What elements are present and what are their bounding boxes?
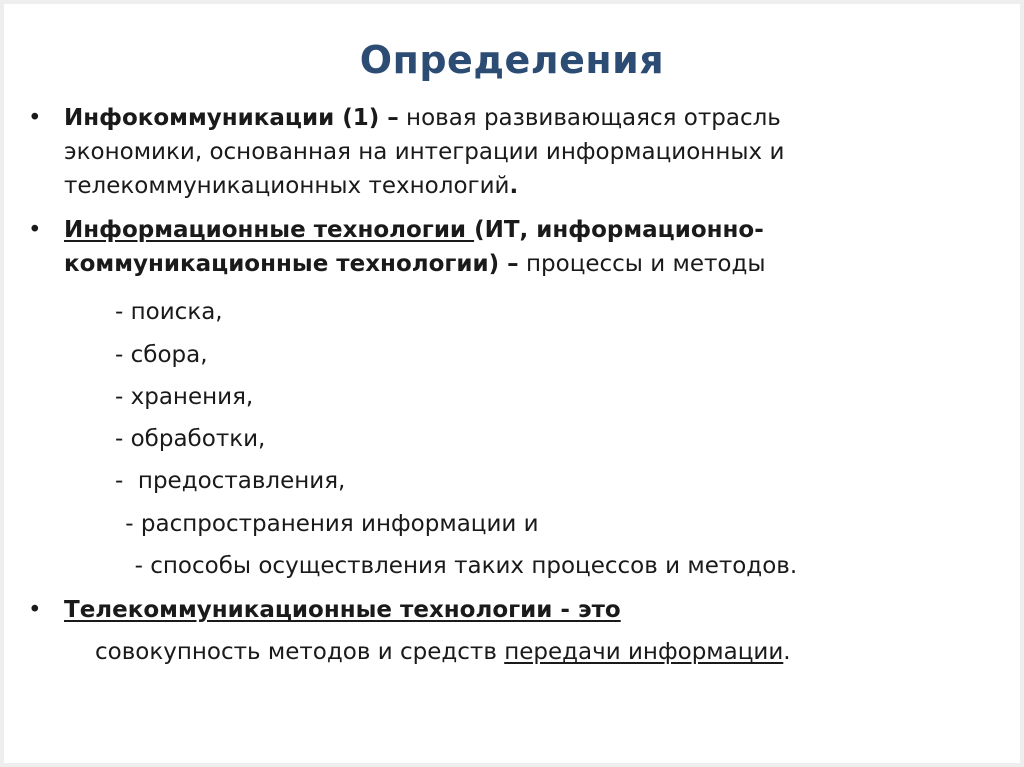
definition-text: новая развивающаяся отрасль	[398, 105, 781, 131]
subitem-processing: - обработки,	[115, 426, 266, 452]
term-infocommunications: Инфокоммуникации (1) –	[64, 105, 399, 131]
end-mark: .	[509, 173, 519, 199]
definition-text: экономики, основанная на интеграции информационных и	[64, 139, 785, 165]
definition-text: процессы и методы	[518, 251, 766, 277]
definition-line	[64, 101, 984, 135]
term-abbreviation: (ИТ, информационно-	[474, 217, 764, 243]
subitem-collection: - сбора,	[115, 342, 208, 368]
subitem-search: - поиска,	[115, 299, 223, 325]
bullet-1: •	[28, 105, 42, 131]
definition-information-technologies	[28, 213, 984, 281]
slide-title: Определения	[359, 38, 665, 82]
definition-line	[64, 169, 984, 203]
definition-line	[95, 635, 791, 669]
term-telecommunication-technologies: Телекоммуникационные технологии - это	[64, 597, 621, 623]
term-information-technologies: Информационные технологии	[64, 217, 475, 243]
subitem-methods: - способы осуществления таких процессов и методов.	[120, 553, 798, 579]
end-mark: .	[783, 639, 791, 665]
term-continuation: коммуникационные технологии) –	[64, 251, 519, 277]
definition-text: телекоммуникационных технологий	[64, 173, 510, 199]
data-transmission-term: передачи информации	[504, 639, 784, 665]
definition-telecommunication-technologies	[28, 593, 984, 627]
definition-infocommunications	[28, 101, 984, 203]
definition-text: совокупность методов и средств	[95, 639, 505, 665]
subitem-storage: - хранения,	[115, 384, 254, 410]
bullet-2: •	[28, 217, 42, 243]
subitem-provision: - предоставления,	[115, 468, 346, 494]
bullet-3: •	[28, 597, 42, 623]
subitem-distribution: - распространения информации и	[118, 511, 539, 537]
definition-line	[64, 247, 984, 281]
definition-line	[64, 593, 984, 627]
definition-line	[64, 213, 984, 247]
